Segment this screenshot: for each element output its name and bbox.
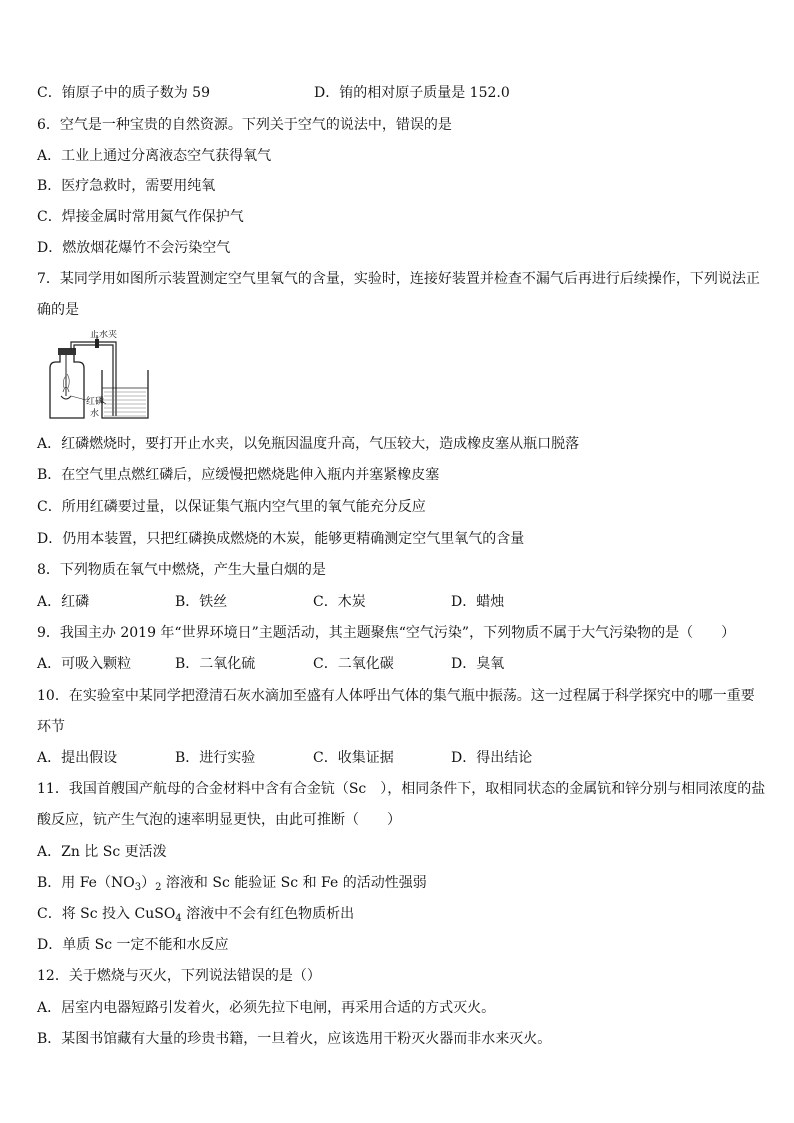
q10-option-b: B．进行实验 — [175, 750, 256, 766]
q11-option-b-text-3: 溶液和 Sc 能验证 Sc 和 Fe 的活动性强弱 — [161, 875, 427, 891]
q11-option-b-text-1: B．用 Fe（NO — [37, 875, 135, 891]
q12-option-a: A．居室内电器短路引发着火，必须先拉下电闸，再采用合适的方式灭火。 — [37, 1000, 496, 1016]
q6-stem: 6．空气是一种宝贵的自然资源。下列关于空气的说法中，错误的是 — [37, 117, 452, 133]
q5-options-row — [37, 84, 757, 102]
q11-option-b-subscript-2: 2 — [155, 882, 162, 893]
q10-option-a: A．提出假设 — [37, 750, 118, 766]
q9-option-d: D．臭氧 — [451, 656, 505, 672]
q11-option-b-text-2: ） — [141, 875, 156, 891]
q6-option-a: A．工业上通过分离液态空气获得氧气 — [37, 148, 272, 164]
q11-option-a: A．Zn 比 Sc 更活泼 — [37, 844, 167, 860]
q7-option-d: D．仍用本装置，只把红磷换成燃烧的木炭，能够更精确测定空气里氧气的含量 — [37, 531, 525, 547]
q8-option-c: C．木炭 — [313, 594, 366, 610]
q10-option-c: C．收集证据 — [313, 750, 394, 766]
q9-option-c: C．二氧化碳 — [313, 656, 394, 672]
q11-option-c-subscript: 4 — [175, 913, 182, 924]
q7-apparatus-figure — [44, 330, 164, 426]
q11-option-c-text-2: 溶液中不会有红色物质析出 — [181, 906, 355, 922]
q12-option-b: B．某图书馆藏有大量的珍贵书籍，一旦着火，应该选用干粉灭火器而非水来灭火。 — [37, 1031, 552, 1047]
figure-label-water: 水 — [90, 409, 100, 419]
figure-label-phosphorus: 红磷 — [86, 397, 105, 407]
q7-option-c: C．所用红磷要过量，以保证集气瓶内空气里的氧气能充分反应 — [37, 499, 426, 515]
q6-option-d: D．燃放烟花爆竹不会污染空气 — [37, 240, 231, 256]
q7-option-a: A．红磷燃烧时，要打开止水夹，以免瓶因温度升高，气压较大，造成橡皮塞从瓶口脱落 — [37, 436, 580, 452]
q5-option-d: D．铕的相对原子质量是 152.0 — [314, 85, 510, 101]
q11-option-b-subscript-1: 3 — [134, 882, 142, 893]
q12-stem: 12．关于燃烧与灭火，下列说法错误的是（） — [37, 968, 321, 984]
q11-stem-line2: 酸反应，钪产生气泡的速率明显更快，由此可推断（ ） — [37, 812, 401, 828]
q10-options-row — [37, 749, 757, 767]
q8-option-a: A．红磷 — [37, 594, 90, 610]
q7-option-b: B．在空气里点燃红磷后，应缓慢把燃烧匙伸入瓶内并塞紧橡皮塞 — [37, 467, 440, 483]
q10-stem-line1: 10．在实验室中某同学把澄清石灰水滴加至盛有人体呼出气体的集气瓶中振荡。这一过程属于科学探究中的哪一重要 — [37, 688, 755, 704]
q10-stem-line2: 环节 — [37, 719, 65, 735]
q8-option-d: D．蜡烛 — [451, 594, 505, 610]
rubber-stopper-icon — [58, 348, 76, 355]
q6-option-c: C．焊接金属时常用氮气作保护气 — [37, 209, 244, 225]
q7-stem-line2: 确的是 — [37, 302, 79, 318]
q11-option-b — [37, 874, 757, 892]
q11-stem-line1: 11．我国首艘国产航母的合金材料中含有合金钪（Sc ），相同条件下，取相同状态的金属钪和锌分别与相同浓度的盐 — [37, 781, 766, 797]
figure-label-clamp: 止水夹 — [90, 330, 118, 340]
q11-option-c-text-1: C．将 Sc 投入 CuSO — [37, 906, 176, 922]
q8-options-row — [37, 593, 757, 611]
q11-option-c — [37, 905, 757, 923]
q8-option-b: B．铁丝 — [175, 594, 228, 610]
q9-option-a: A．可吸入颗粒 — [37, 656, 132, 672]
q6-option-b: B．医疗急救时，需要用纯氧 — [37, 178, 216, 194]
q10-option-d: D．得出结论 — [451, 750, 533, 766]
q9-stem: 9．我国主办 2019 年“世界环境日”主题活动，其主题聚焦“空气污染”，下列物质不属于大气污染物的是（ ） — [37, 625, 736, 641]
q7-stem-line1: 7．某同学用如图所示装置测定空气里氧气的含量，实验时，连接好装置并检查不漏气后再进行后续操作，下列说法正 — [37, 271, 760, 287]
water-clamp-icon — [95, 339, 99, 348]
q9-options-row — [37, 655, 757, 673]
q8-stem: 8．下列物质在氧气中燃烧，产生大量白烟的是 — [37, 562, 326, 578]
q5-option-c: C．铕原子中的质子数为 59 — [37, 85, 210, 101]
q9-option-b: B．二氧化硫 — [175, 656, 256, 672]
q11-option-d: D．单质 Sc 一定不能和水反应 — [37, 937, 229, 953]
